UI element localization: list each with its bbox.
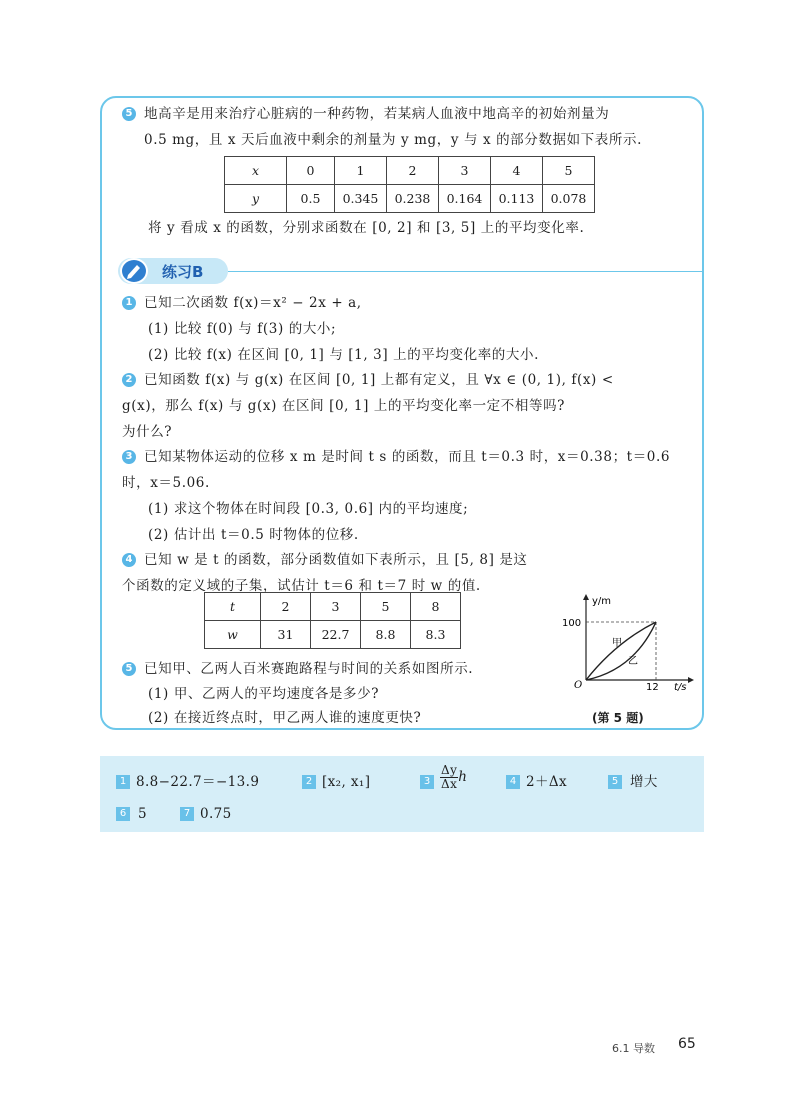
problem-text: 将 y 看成 x 的函数，分别求函数在 [0, 2] 和 [3, 5] 上的平均变化率.	[148, 220, 585, 236]
problem-number-badge: 3	[122, 450, 136, 464]
table-cell: x	[225, 157, 287, 185]
table-cell: 0.164	[439, 185, 491, 213]
fraction-suffix: h	[458, 769, 468, 785]
answer-number: 4	[506, 775, 520, 789]
fraction-denominator: Δx	[441, 777, 458, 791]
table-cell: 5	[543, 157, 595, 185]
answer-text: [x₂, x₁]	[322, 774, 371, 790]
table-cell: 0.113	[491, 185, 543, 213]
problem-text: 已知函数 f(x) 与 g(x) 在区间 [0, 1] 上都有定义，且 ∀x ∈ (0, 1), f(x) <	[144, 372, 614, 388]
problem-number-badge: 1	[122, 296, 136, 310]
table-cell: 8.8	[361, 621, 411, 649]
table-cell: 0.5	[287, 185, 335, 213]
fraction	[440, 764, 458, 791]
problem-text: (1) 比较 f(0) 与 f(3) 的大小;	[148, 321, 337, 337]
curve-label-b: 乙	[628, 656, 638, 667]
problem-text: 个函数的定义域的子集，试估计 t＝6 和 t＝7 时 w 的值.	[122, 578, 481, 594]
answer-text: 增大	[630, 774, 658, 790]
dosage-table	[224, 156, 595, 213]
section-title: 6.1 导数	[612, 1042, 655, 1055]
problem-text: 已知 w 是 t 的函数，部分函数值如下表所示，且 [5, 8] 是这	[144, 552, 528, 568]
problem-text: 已知甲、乙两人百米赛跑路程与时间的关系如图所示.	[144, 661, 474, 677]
table-cell: y	[225, 185, 287, 213]
origin-label: O	[574, 680, 583, 691]
table-cell: 2	[261, 593, 311, 621]
problem-text: 时，x＝5.06.	[122, 475, 210, 491]
table-cell: 2	[387, 157, 439, 185]
problem-text: 已知二次函数 f(x)＝x² − 2x + a,	[144, 295, 362, 311]
y-tick-label: 100	[562, 618, 582, 629]
table-cell: 0.238	[387, 185, 439, 213]
answer-number: 6	[116, 807, 130, 821]
answer-text: 8.8−22.7＝−13.9	[136, 774, 260, 790]
table-cell: 3	[439, 157, 491, 185]
pencil-icon	[120, 258, 148, 284]
problem-text: 为什么?	[122, 424, 173, 440]
answer-fraction	[440, 764, 467, 791]
practice-title: 练习B	[162, 263, 204, 281]
table-cell: 5	[361, 593, 411, 621]
figure-caption: (第 5 题)	[592, 711, 644, 725]
answer-number: 1	[116, 775, 130, 789]
problem-text: (1) 求这个物体在时间段 [0.3, 0.6] 内的平均速度;	[148, 501, 469, 517]
answer-text: 2＋Δx	[526, 774, 568, 790]
problem-text: (2) 在接近终点时，甲乙两人谁的速度更快?	[148, 710, 422, 726]
divider	[228, 271, 702, 272]
problem-text: 已知某物体运动的位移 x m 是时间 t s 的函数，而且 t＝0.3 时，x＝0.38；t＝0.6	[144, 449, 671, 465]
table-cell: 22.7	[311, 621, 361, 649]
race-graph	[556, 592, 696, 692]
table-cell: 0.078	[543, 185, 595, 213]
answer-number: 7	[180, 807, 194, 821]
problem-text: 0.5 mg，且 x 天后血液中剩余的剂量为 y mg，y 与 x 的部分数据如下表所示.	[144, 132, 642, 148]
answer-text: 0.75	[200, 806, 232, 822]
function-values-table	[204, 592, 461, 649]
table-cell: 31	[261, 621, 311, 649]
problem-text: 地高辛是用来治疗心脏病的一种药物，若某病人血液中地高辛的初始剂量为	[144, 106, 610, 122]
curve-label-a: 甲	[612, 638, 622, 649]
table-cell: 1	[335, 157, 387, 185]
problem-number-badge: 2	[122, 373, 136, 387]
problem-text: g(x)，那么 f(x) 与 g(x) 在区间 [0, 1] 上的平均变化率一定不相等吗?	[122, 398, 566, 414]
table-cell: 0	[287, 157, 335, 185]
answer-number: 5	[608, 775, 622, 789]
problem-number-badge: 5	[122, 662, 136, 676]
x-axis-label: t/s	[674, 682, 687, 692]
y-axis-label: y/m	[592, 596, 612, 607]
answer-text: 5	[138, 806, 147, 822]
table-cell: 4	[491, 157, 543, 185]
problem-number-badge: 4	[122, 553, 136, 567]
page-number: 65	[678, 1036, 696, 1052]
table-cell: 8	[411, 593, 461, 621]
table-cell: 8.3	[411, 621, 461, 649]
table-cell: w	[205, 621, 261, 649]
x-tick-label: 12	[646, 682, 659, 692]
problem-text: (1) 甲、乙两人的平均速度各是多少?	[148, 686, 380, 702]
fraction-numerator: Δy	[441, 763, 458, 777]
problem-number-badge: 5	[122, 107, 136, 121]
problem-text: (2) 估计出 t＝0.5 时物体的位移.	[148, 527, 359, 543]
problem-text: (2) 比较 f(x) 在区间 [0, 1] 与 [1, 3] 上的平均变化率的大小.	[148, 347, 539, 363]
table-cell: 0.345	[335, 185, 387, 213]
answer-number: 2	[302, 775, 316, 789]
answer-number: 3	[420, 775, 434, 789]
table-cell: 3	[311, 593, 361, 621]
table-cell: t	[205, 593, 261, 621]
